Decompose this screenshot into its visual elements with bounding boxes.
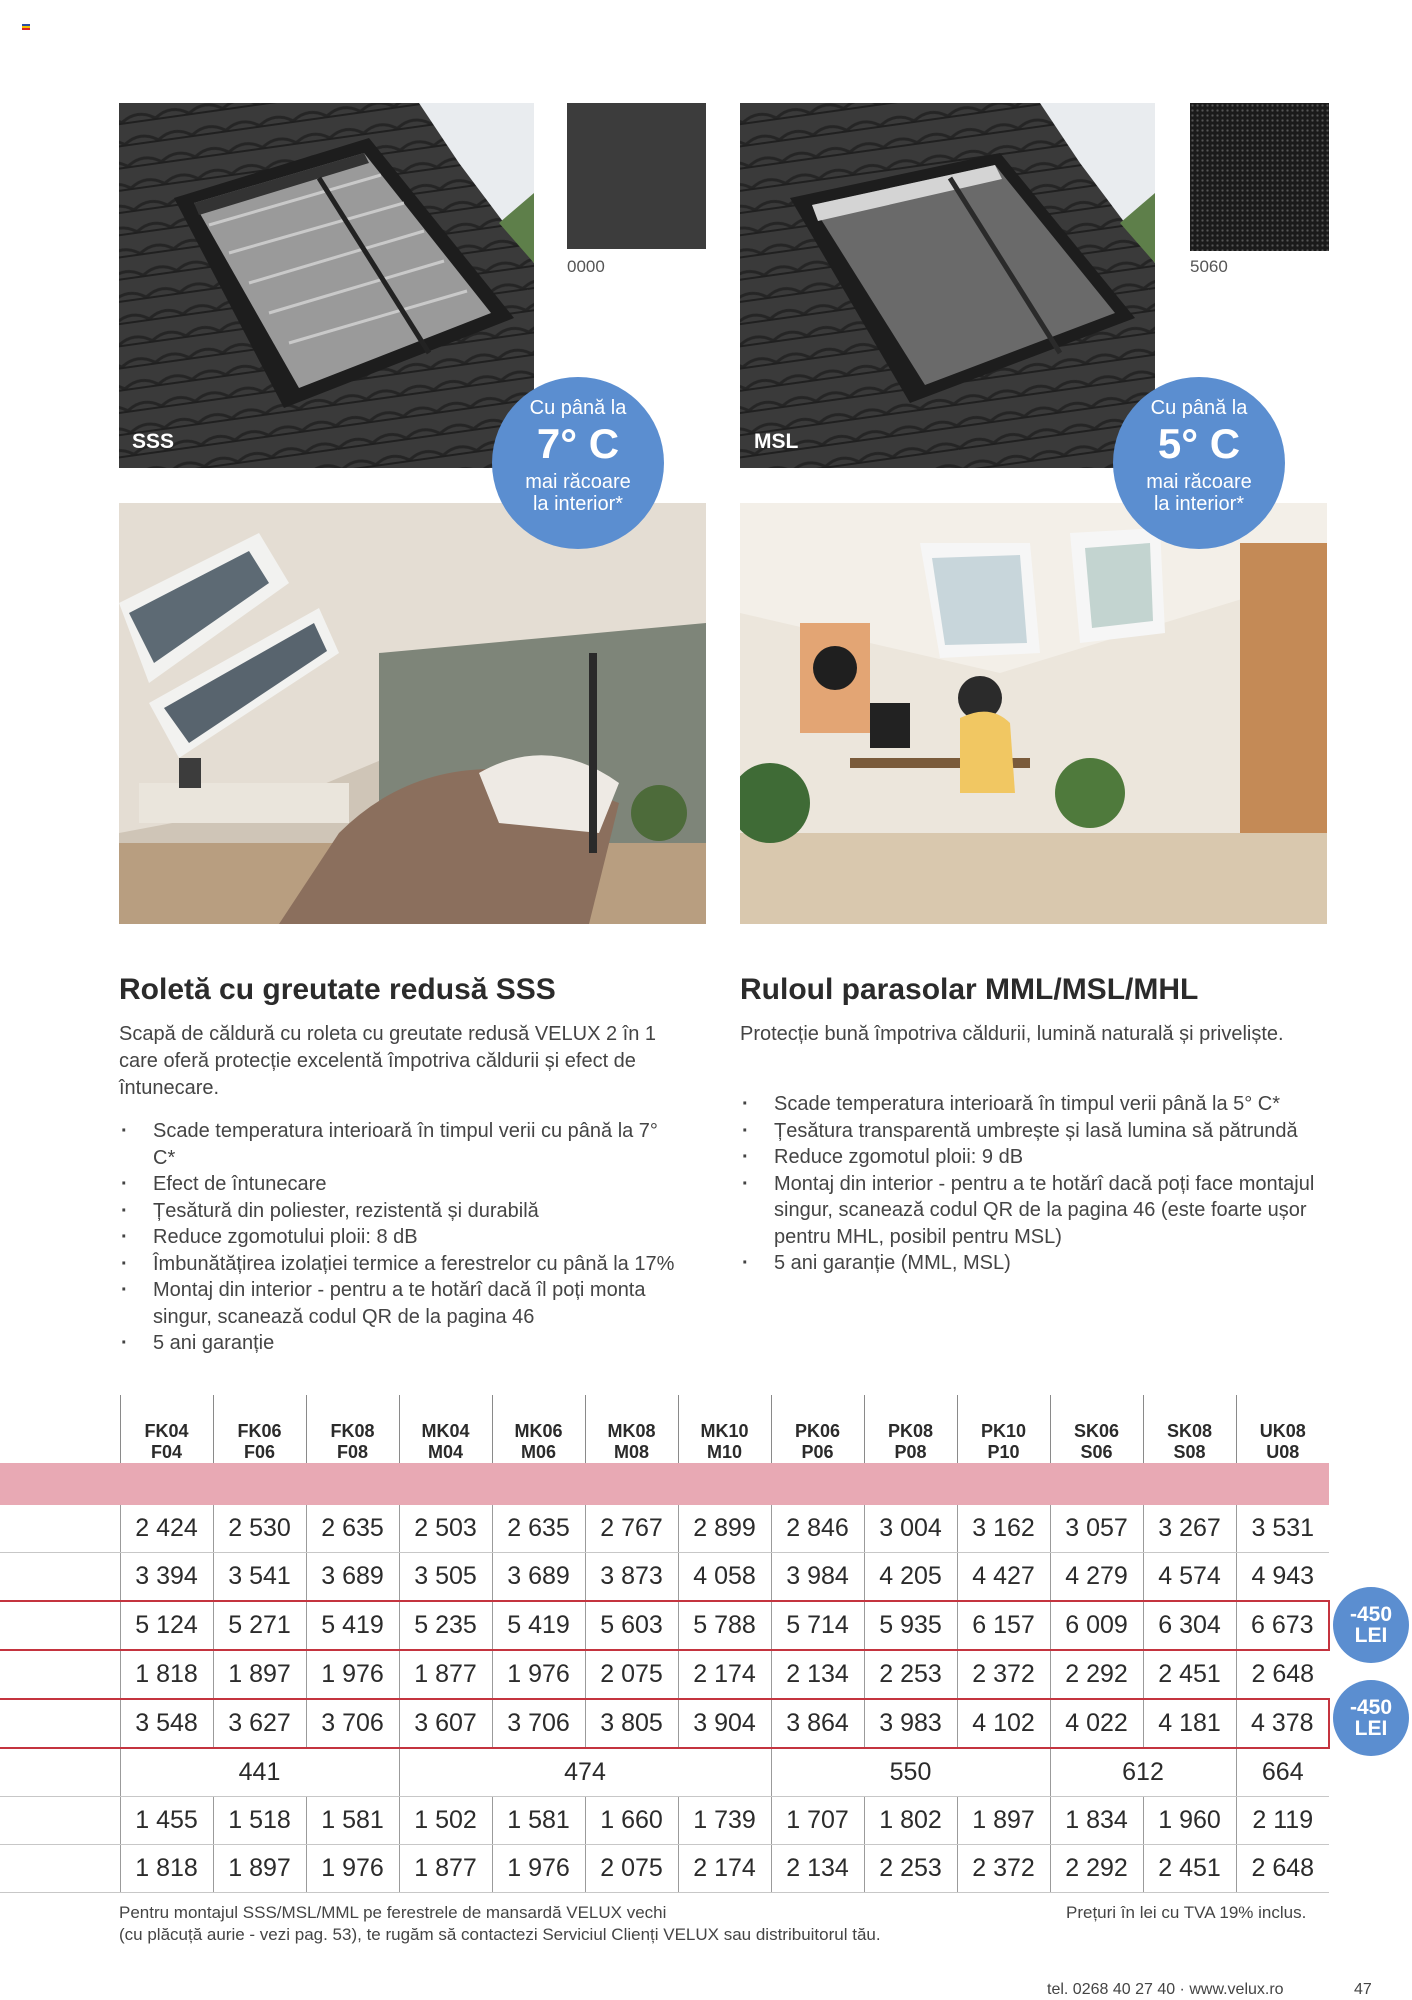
size-header: MK08 M08 <box>585 1395 678 1463</box>
sss-tile-label: SSS <box>132 430 175 453</box>
badge-line1: Cu până la <box>529 397 627 419</box>
size-header-row <box>0 1395 1329 1463</box>
list-item: · Scade temperatura interioară în timpul verii până la 5° C* <box>740 1091 1360 1118</box>
list-item: · Efect de întunecare <box>119 1171 679 1198</box>
discount-amount: -450 <box>1349 1603 1393 1626</box>
discount-unit: LEI <box>1354 1717 1388 1740</box>
fabric-swatch-0000 <box>567 103 706 249</box>
size-header: PK06 P06 <box>771 1395 864 1463</box>
page-footer-contact: tel. 0268 40 27 40 · www.velux.ro <box>1047 1981 1284 1998</box>
table-row: 2 424 2 530 2 635 2 503 2 635 2 767 2 899 2 846 3 004 3 162 3 057 3 267 3 531 <box>0 1505 1329 1553</box>
size-header: MK04 M04 <box>399 1395 492 1463</box>
installation-footnote: Pentru montajul SSS/MSL/MML pe ferestrele de mansardă VELUX vechi (cu plăcuță aurie - vezi pag. 53), te rugăm să contactezi Serviciul Clienți VELUX sau distribuitorul tău. <box>119 1903 881 1944</box>
table-row: 1 818 1 897 1 976 1 877 1 976 2 075 2 174 2 134 2 253 2 372 2 292 2 451 2 648 <box>0 1650 1329 1699</box>
badge-line4: la interior* <box>1153 493 1245 516</box>
table-row-highlighted: 3 548 3 627 3 706 3 607 3 706 3 805 3 904 3 864 3 983 4 102 4 022 4 181 4 378 <box>0 1699 1329 1748</box>
sss-product-title: Roletă cu greutate redusă SSS <box>119 973 556 1006</box>
size-header: FK04 F04 <box>120 1395 213 1463</box>
list-item: · Reduce zgomotul ploii: 9 dB <box>740 1144 1360 1171</box>
size-header: SK06 S06 <box>1050 1395 1143 1463</box>
size-header: UK08 U08 <box>1236 1395 1329 1463</box>
swatch-code-5060: 5060 <box>1190 257 1228 276</box>
badge-temperature: 5° C <box>1157 420 1241 467</box>
roof-window-msl-photo <box>740 103 1155 468</box>
table-row: 1 818 1 897 1 976 1 877 1 976 2 075 2 174 2 134 2 253 2 372 2 292 2 451 2 648 <box>0 1845 1329 1893</box>
list-item: · Țesătură din poliester, rezistentă și durabilă <box>119 1198 679 1225</box>
table-row-highlighted: 5 124 5 271 5 419 5 235 5 419 5 603 5 788 5 714 5 935 6 157 6 009 6 304 6 673 <box>0 1601 1329 1650</box>
cooling-badge-right <box>1113 377 1285 549</box>
msl-tile-label: MSL <box>754 430 799 453</box>
discount-badge <box>1333 1680 1409 1756</box>
sss-feature-list <box>119 1118 679 1357</box>
mml-feature-list <box>740 1091 1360 1277</box>
list-item: · Reduce zgomotului ploii: 8 dB <box>119 1224 679 1251</box>
table-row: 1 455 1 518 1 581 1 502 1 581 1 660 1 739 1 707 1 802 1 897 1 834 1 960 2 119 <box>0 1797 1329 1845</box>
size-header: FK08 F08 <box>306 1395 399 1463</box>
size-header: SK08 S08 <box>1143 1395 1236 1463</box>
flag-icon <box>22 24 30 30</box>
badge-line4: la interior* <box>532 493 624 516</box>
size-header: PK10 P10 <box>957 1395 1050 1463</box>
roof-window-sss-photo <box>119 103 534 468</box>
table-row-merged: 441 474 550 612 664 <box>0 1748 1329 1797</box>
list-item: · Țesătura transparentă umbrește și lasă lumina să pătrundă <box>740 1118 1360 1145</box>
sss-description: Scapă de căldură cu roleta cu greutate redusă VELUX 2 în 1 care oferă protecție excelentă împotriva căldurii și efect de întunecare. <box>119 1023 657 1099</box>
table-row: 3 394 3 541 3 689 3 505 3 689 3 873 4 058 3 984 4 205 4 427 4 279 4 574 4 943 <box>0 1553 1329 1602</box>
bedroom-interior-photo <box>119 503 706 924</box>
price-vat-note: Prețuri în lei cu TVA 19% inclus. <box>1066 1903 1307 1922</box>
pink-band-row <box>0 1463 1329 1505</box>
size-header: MK10 M10 <box>678 1395 771 1463</box>
mml-description: Protecție bună împotriva căldurii, lumină naturală și priveliște. <box>740 1023 1284 1045</box>
size-header: MK06 M06 <box>492 1395 585 1463</box>
badge-temperature: 7° C <box>536 420 620 467</box>
list-item: · 5 ani garanție <box>119 1330 679 1357</box>
cooling-badge-left <box>492 377 664 549</box>
fabric-swatch-5060 <box>1190 103 1329 251</box>
list-item: · Montaj din interior - pentru a te hotărî dacă îl poți monta singur, scanează codul QR de la pagina 46 <box>119 1277 679 1330</box>
attic-office-photo <box>740 503 1327 924</box>
price-table <box>0 1395 1330 1893</box>
size-header: PK08 P08 <box>864 1395 957 1463</box>
badge-line3: mai răcoare <box>525 471 631 494</box>
page-number: 47 <box>1354 1981 1372 1998</box>
mml-product-title: Ruloul parasolar MML/MSL/MHL <box>740 973 1199 1006</box>
discount-badge <box>1333 1587 1409 1663</box>
size-header: FK06 F06 <box>213 1395 306 1463</box>
badge-line3: mai răcoare <box>1146 471 1252 494</box>
list-item: · Îmbunătățirea izolației termice a ferestrelor cu până la 17% <box>119 1251 679 1278</box>
discount-unit: LEI <box>1354 1624 1388 1647</box>
discount-amount: -450 <box>1349 1696 1393 1719</box>
list-item: · 5 ani garanție (MML, MSL) <box>740 1250 1360 1277</box>
list-item: · Scade temperatura interioară în timpul verii cu până la 7° C* <box>119 1118 679 1171</box>
badge-line1: Cu până la <box>1150 397 1248 419</box>
list-item: · Montaj din interior - pentru a te hotărî dacă poți face montajul singur, scanează codul QR de la pagina 46 (este foarte ușor pentru MHL, posibil pentru MSL) <box>740 1171 1360 1251</box>
swatch-code-0000: 0000 <box>567 257 605 276</box>
